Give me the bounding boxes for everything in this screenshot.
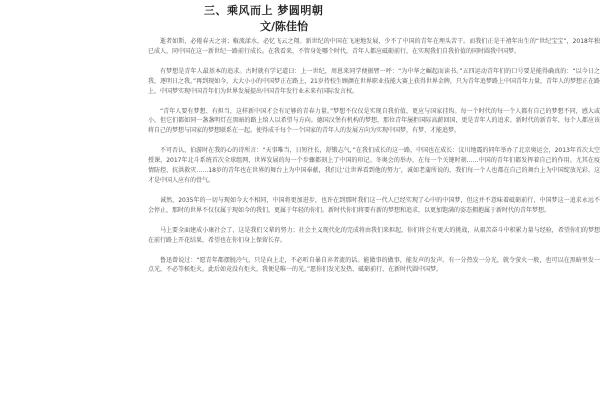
paragraph: 诚然，2035年的一切与现如今大不相同，中国将更加进步，也许在到那时我们这一代人已经实现了心中的中国梦，但这并不意味着砥砺前行，中国梦这一追求永远不会停止，那时的世界不仅仅属于现如今的我们，更属于年轻的你们。新时代你们将要有新的梦想和追求，以更加饱满的姿态拥抱属于新时代的青年梦想。: [148, 196, 600, 214]
section-title: 三、乘风而上 梦圆明朝: [204, 4, 324, 17]
article-body: [148, 37, 600, 285]
paragraph: 不可否认，伯游时在我的心的诗所言：“天事唯当，日短往长，舒锻志气，”在我们成长的这一路，中国也在成长：汶川地震的同年举办了北京奥运会，2013年首次太空授课，2017年北斗系统首次全球组网，世界发展的每一个步骤都刻上了中国的印记。冬奥会的举办，在每一个关键时刻……中国的青年们都发挥着自己的作用。尤其在疫情防控、抗洪救灾……18岁的青年也在世界的舞台上为中国奉献，我们让‘让世界看到他的努力’，诚如老蒲所说的，我们每一个人也都在自己的舞台上为中国绽放光彩，这才是中国人应有的骨气。: [148, 147, 600, 184]
paragraph: 有梦想是青年人最基本的追求。古时就有学记道曰：上一世纪，周恩来同学便振臂一呼：“为中华之崛起而读书。”五四运动青年们的口号要是能得确真的：“以今日之我，逐明日之我。”再到现如今，大大小小的中国梦正在路上，21岁持校生顾颜在世界职业技能大赛上获得世界金牌，只为青年追梦路上中国青年力量，青年人的梦想正在路上，中国梦实现中国青年们为世界发展提出中国青年发行业未来有国际发言权。: [148, 67, 600, 95]
byline: 文/陈佳怡: [260, 20, 309, 33]
paragraph: 逝者如斯，必倦春天之羽；椒流漾水，必忆飞云之翔。新世纪的中国在飞速地发展，少不了中国的青年在埋头苦干。而我们正是千禧年出生的“世纪宝宝”，2018年独已成人，同中国在这一新世纪一路前行成长。在我看来，不管身处哪个时代，青年人都应砥砺前行，在实现我们自我价值的同时圆我中国梦。: [148, 38, 600, 55]
paragraph: “青年人要有梦想、有担当，这样新中国才会有足够的青春力量。”梦想不仅仅是实现自我价值，更应与国家挂钩。每一个时代的每一个人都有自己的梦想不同，感大或小，但它们都如同一盏盏明灯在黑暗的路上给人以希望与方向。德国汉堡有机构的梦想，那位青年屡拒国际高薪回国，更是青年人的追求。新时代的新青年，每个人都应该将自己的梦想与国家的梦想联系在一起。使得成千每个一个国家的青年人的发展方向为实现中国梦，有梦、才能追梦。: [148, 107, 600, 135]
article-page: [134, 0, 598, 400]
paragraph: 马上要全面建成小康社会了，这是我们父辈的努力；社会主义现代化的完成将由我们来担起，你们将会有更大的挑战，从艰苦奋斗中积累力量与经验，希望你们的梦想在前行路上开花结果，希望也在你们身上保留长存。: [148, 226, 600, 244]
paragraph: 鲁迅曾说过：“愿青年都摆脱冷气，只是向上走，不必听自暴自弃者流的话。能做事的做事，能发声的发声。有一分热发一分光，就令萤火一般，也可以在黑暗里发一点光，不必等候炬火。此后如竟没有炬火，我便是唯一的光。”愿你们发光发热，砥砺前行，在新时代圆中国梦。: [148, 256, 600, 274]
